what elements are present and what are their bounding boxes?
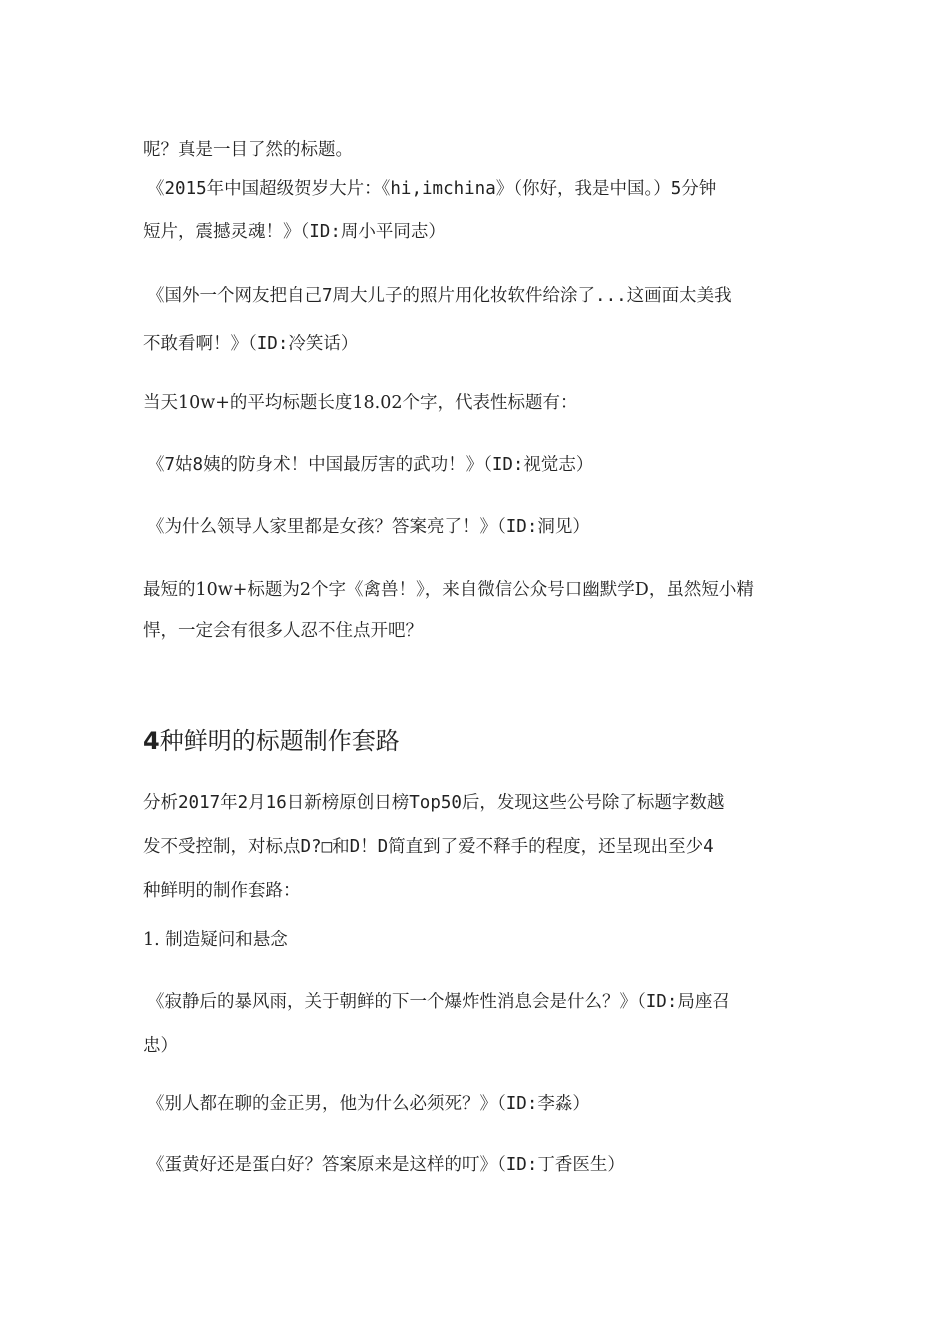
section-heading-text: 种鲜明的标题制作套路 bbox=[159, 727, 400, 755]
section-heading-number: 4 bbox=[143, 727, 160, 755]
example-title-3: 《7姑8姨的防身术！中国最厉害的武功！》（ID:视觉志） bbox=[147, 455, 594, 475]
example-title-4: 《为什么领导人家里都是女孩？答案亮了！》（ID:洞见） bbox=[147, 517, 590, 537]
example-title-1-line-2: 短片，震撼灵魂！》（ID:周小平同志） bbox=[143, 222, 446, 242]
shortest-title-line-1: 最短的10w+标题为2个字《禽兽！》，来自微信公众号口幽默学D，虽然短小精 bbox=[143, 580, 754, 600]
analysis-line-3: 种鲜明的制作套路： bbox=[143, 881, 301, 901]
paragraph-intro-tail: 呢？真是一目了然的标题。 bbox=[143, 140, 353, 160]
shortest-title-line-2: 悍，一定会有很多人忍不住点开吧？ bbox=[143, 621, 423, 641]
example-title-6: 《别人都在聊的金正男，他为什么必须死？》（ID:李淼） bbox=[147, 1094, 590, 1114]
example-title-1-line-1: 《2015年中国超级贺岁大片：《hi,imchina》（你好，我是中国。）5分钟 bbox=[147, 179, 717, 199]
list-item-1: 1. 制造疑问和悬念 bbox=[143, 930, 288, 950]
section-heading bbox=[143, 725, 400, 757]
example-title-5-line-2: 忠） bbox=[143, 1036, 178, 1056]
analysis-line-1: 分析2017年2月16日新榜原创日榜Top50后，发现这些公号除了标题字数越 bbox=[143, 793, 725, 813]
example-title-5-line-1: 《寂静后的暴风雨，关于朝鲜的下一个爆炸性消息会是什么？》（ID:局座召 bbox=[147, 992, 730, 1012]
example-title-2-line-1: 《国外一个网友把自己7周大儿子的照片用化妆软件给涂了...这画面太美我 bbox=[147, 286, 732, 306]
example-title-7: 《蛋黄好还是蛋白好？答案原来是这样的叮》（ID:丁香医生） bbox=[147, 1155, 625, 1175]
analysis-line-2: 发不受控制，对标点D?□和D！D简直到了爱不释手的程度，还呈现出至少4 bbox=[143, 837, 714, 857]
stat-paragraph: 当天10w+的平均标题长度18.02个字，代表性标题有： bbox=[143, 393, 578, 413]
example-title-2-line-2: 不敢看啊！》（ID:冷笑话） bbox=[143, 334, 359, 354]
